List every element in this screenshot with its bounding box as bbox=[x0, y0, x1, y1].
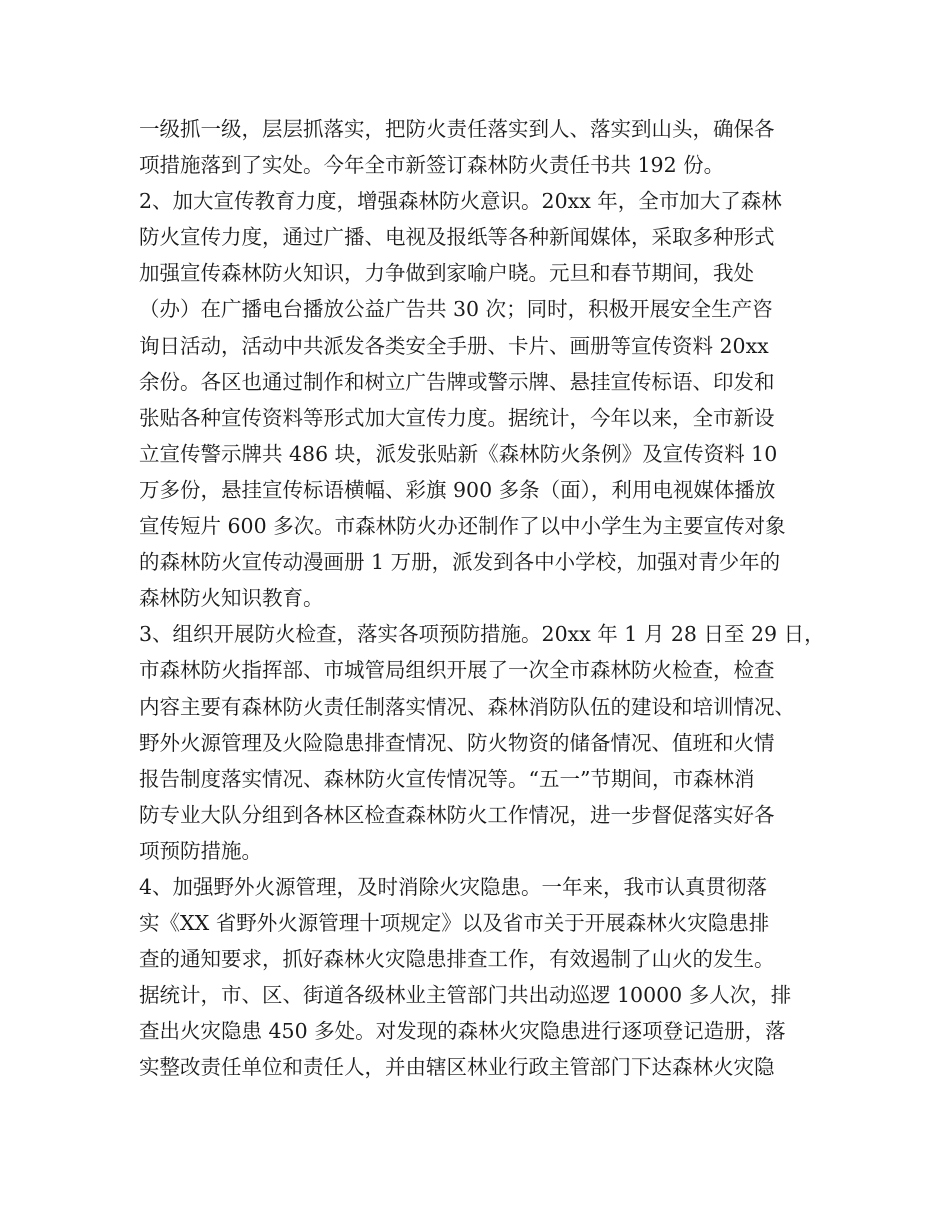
text-line: 查出火灾隐患 450 多处。对发现的森林火灾隐患进行逐项登记造册，落 bbox=[139, 1019, 786, 1044]
text-line: 万多份，悬挂宣传标语横幅、彩旗 900 多条（面），利用电视媒体播放 bbox=[139, 477, 776, 502]
text-line: 的森林防火宣传动漫画册 1 万册，派发到各中小学校，加强对青少年的 bbox=[139, 550, 781, 575]
text-line: 内容主要有森林防火责任制落实情况、森林消防队伍的建设和培训情况、 bbox=[139, 694, 795, 719]
text-line: 立宣传警示牌共 486 块，派发张贴新《森林防火条例》及宣传资料 10 bbox=[139, 441, 778, 466]
text-line: 市森林防火指挥部、市城管局组织开展了一次全市森林防火检查，检查 bbox=[139, 658, 775, 683]
text-line: 加强宣传森林防火知识，力争做到家喻户晓。元旦和春节期间，我处 bbox=[139, 261, 754, 286]
text-line: 防专业大队分组到各林区检查森林防火工作情况，进一步督促落实好各 bbox=[139, 802, 775, 827]
text-line: 森林防火知识教育。 bbox=[139, 586, 324, 611]
text-line: 项预防措施。 bbox=[139, 838, 262, 863]
text-line: 3、组织开展防火检查，落实各项预防措施。20xx 年 1 月 28 日至 29 日， bbox=[139, 622, 825, 647]
text-line: 询日活动，活动中共派发各类安全手册、卡片、画册等宣传资料 20xx bbox=[139, 333, 769, 358]
text-line: 实《XX 省野外火源管理十项规定》以及省市关于开展森林火灾隐患排 bbox=[139, 911, 770, 936]
text-line: 实整改责任单位和责任人，并由辖区林业行政主管部门下达森林火灾隐 bbox=[139, 1055, 775, 1080]
body-text bbox=[139, 111, 829, 1086]
text-line: （办）在广播电台播放公益广告共 30 次；同时，积极开展安全生产咨 bbox=[139, 297, 773, 322]
text-line: 张贴各种宣传资料等形式加大宣传力度。据统计，今年以来，全市新设 bbox=[139, 405, 775, 430]
text-line: 4、加强野外火源管理，及时消除火灾隐患。一年来，我市认真贯彻落 bbox=[139, 874, 768, 899]
text-line: 查的通知要求，抓好森林火灾隐患排查工作，有效遏制了山火的发生。 bbox=[139, 947, 775, 972]
text-line: 防火宣传力度，通过广播、电视及报纸等各种新闻媒体，采取多种形式 bbox=[139, 225, 775, 250]
text-line: 项措施落到了实处。今年全市新签订森林防火责任书共 192 份。 bbox=[139, 153, 725, 178]
text-line: 2、加大宣传教育力度，增强森林防火意识。20xx 年，全市加大了森林 bbox=[139, 189, 782, 214]
text-line: 余份。各区也通过制作和树立广告牌或警示牌、悬挂宣传标语、印发和 bbox=[139, 369, 775, 394]
text-line: 据统计，市、区、街道各级林业主管部门共出动巡逻 10000 多人次，排 bbox=[139, 983, 792, 1008]
text-line: 一级抓一级，层层抓落实，把防火责任落实到人、落实到山头，确保各 bbox=[139, 117, 775, 141]
text-line: 报告制度落实情况、森林防火宣传情况等。“五一”节期间，市森林消 bbox=[139, 766, 755, 791]
text-line: 宣传短片 600 多次。市森林防火办还制作了以中小学生为主要宣传对象 bbox=[139, 514, 786, 539]
text-line: 野外火源管理及火险隐患排查情况、防火物资的储备情况、值班和火情 bbox=[139, 730, 775, 755]
